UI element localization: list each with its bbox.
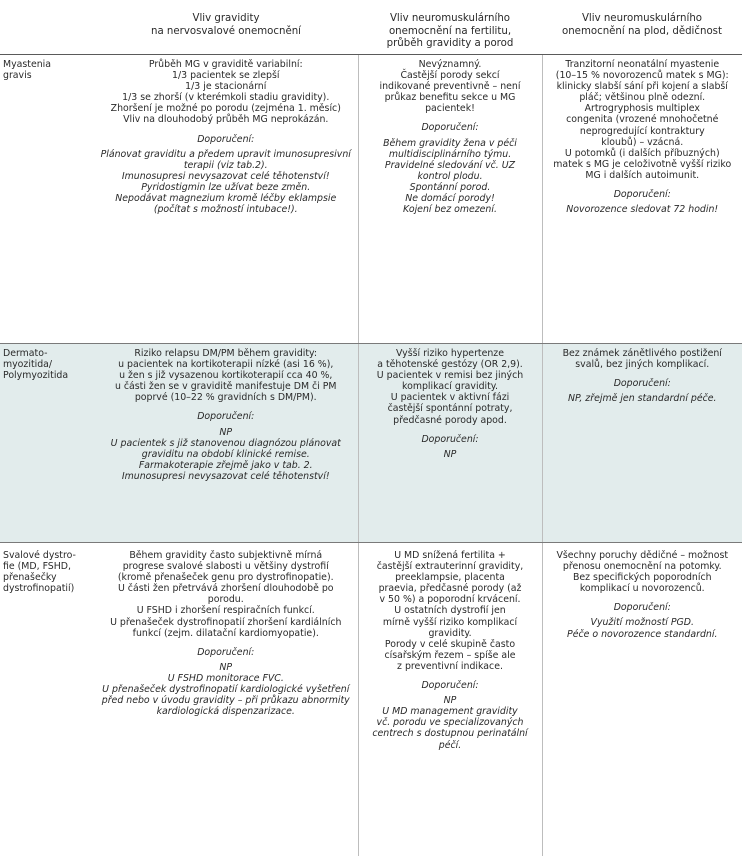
recommendation-line: Ne domácí porody!: [363, 193, 538, 204]
cell-pregnancy-effect: [94, 543, 358, 856]
header-col3-line: Vliv neuromuskulárního: [546, 13, 738, 26]
row-name-line: myozitida/: [3, 359, 90, 370]
table-row: [0, 344, 742, 543]
cell-text-line: Nevýznamný.: [363, 59, 538, 70]
spacer: [98, 403, 354, 411]
header-col2: [358, 0, 542, 55]
cell-text-line: U části žen přetrvává zhoršení dlouhodobě po: [98, 583, 354, 594]
recommendation-label: Doporučení:: [363, 122, 538, 133]
recommendation-line: (počítat s možností intubace!).: [98, 204, 354, 215]
row-name-dermatomyozitida: [0, 344, 94, 543]
recommendation-label: Doporučení:: [547, 189, 739, 200]
spacer: [363, 114, 538, 122]
row-name-myastenia: [0, 55, 94, 344]
cell-text-line: progrese svalové slabosti u většiny dystrofií: [98, 561, 354, 572]
cell-text-line: častější extrauterinní gravidity,: [363, 561, 538, 572]
cell-text-line: 1/3 pacientek se zlepší: [98, 70, 354, 81]
cell-pregnancy-effect: [94, 344, 358, 543]
recommendation-line: před nebo v úvodu gravidity – při průkazu abnormity: [98, 695, 354, 706]
cell-text-line: U ostatních dystrofií jen: [363, 605, 538, 616]
cell-text-line: císařským řezem – spíše ale: [363, 650, 538, 661]
recommendation-line: U FSHD monitorace FVC.: [98, 673, 354, 684]
recommendation-line: NP: [98, 662, 354, 673]
header-col3-line: onemocnění na plod, dědičnost: [546, 26, 738, 39]
cell-text-line: congenita (vrozené mnohočetné: [547, 114, 739, 125]
cell-text-line: komplikací u novorozenců.: [547, 583, 739, 594]
cell-text-line: Všechny poruchy dědičné – možnost: [547, 550, 739, 561]
spacer: [98, 126, 354, 134]
recommendation-line: Spontánní porod.: [363, 182, 538, 193]
recommendation-line: Pyridostigmin lze užívat beze změn.: [98, 182, 354, 193]
cell-text-line: MG i dalších autoimunit.: [547, 170, 739, 181]
cell-text-line: přenosu onemocnění na potomky.: [547, 561, 739, 572]
cell-text-line: 1/3 je stacionární: [98, 81, 354, 92]
cell-text-line: kloubů) – vzácná.: [547, 137, 739, 148]
spacer: [363, 426, 538, 434]
cell-text-line: mírně vyšší riziko komplikací: [363, 617, 538, 628]
recommendation-line: Kojení bez omezení.: [363, 204, 538, 215]
recommendation-label: Doporučení:: [363, 434, 538, 445]
recommendation-line: kontrol plodu.: [363, 171, 538, 182]
row-name-line: Polymyozitida: [3, 370, 90, 381]
recommendation-line: Využití možností PGD.: [547, 617, 739, 628]
header-col1-line: Vliv gravidity: [98, 13, 354, 26]
cell-text-line: u žen s již vysazenou kortikoterapií cca 40 %,: [98, 370, 354, 381]
recommendation-line: U pacientek s již stanovenou diagnózou plánovat: [98, 438, 354, 449]
cell-text-line: preeklampsie, placenta: [363, 572, 538, 583]
cell-text-line: pacientek!: [363, 103, 538, 114]
cell-text-line: v 50 %) a poporodní krvácení.: [363, 594, 538, 605]
recommendation-label: Doporučení:: [547, 378, 739, 389]
spacer: [547, 181, 739, 189]
header-col2-line: Vliv neuromuskulárního: [362, 13, 538, 26]
cell-text-line: Artrogryphosis multiplex: [547, 103, 739, 114]
cell-text-line: svalů, bez jiných komplikací.: [547, 359, 739, 370]
recommendation-label: Doporučení:: [98, 647, 354, 658]
cell-fertility-effect: [358, 55, 542, 344]
cell-text-line: (kromě přenašeček genu pro dystrofinopatie).: [98, 572, 354, 583]
recommendation-label: Doporučení:: [98, 411, 354, 422]
cell-text-line: Průběh MG v graviditě variabilní:: [98, 59, 354, 70]
cell-text-line: Častější porody sekcí: [363, 70, 538, 81]
cell-fetus-effect: [542, 55, 742, 344]
recommendation-line: terapii (viz tab.2).: [98, 160, 354, 171]
recommendation-line: Péče o novorozence standardní.: [547, 629, 739, 640]
recommendation-line: vč. porodu ve specializovaných: [363, 717, 538, 728]
cell-fertility-effect: [358, 543, 542, 856]
row-name-line: gravis: [3, 70, 90, 81]
recommendation-line: U MD management gravidity: [363, 706, 538, 717]
cell-fetus-effect: [542, 543, 742, 856]
cell-text-line: a těhotenské gestózy (OR 2,9).: [363, 359, 538, 370]
cell-text-line: matek s MG je celoživotně vyšší riziko: [547, 159, 739, 170]
cell-fetus-effect: [542, 344, 742, 543]
cell-text-line: komplikací gravidity.: [363, 381, 538, 392]
cell-text-line: praevia, předčasné porody (až: [363, 583, 538, 594]
header-col2-line: průběh gravidity a porod: [362, 38, 538, 51]
cell-text-line: pláč; většinou plně odezní.: [547, 92, 739, 103]
cell-text-line: U pacientek v remisi bez jiných: [363, 370, 538, 381]
recommendation-line: Imunosupresi nevysazovat celé těhotenství!: [98, 171, 354, 182]
row-name-line: fie (MD, FSHD,: [3, 561, 90, 572]
recommendation-line: centrech s dostupnou perinatální: [363, 728, 538, 739]
recommendation-label: Doporučení:: [98, 134, 354, 145]
spacer: [547, 370, 739, 378]
cell-text-line: U přenašeček dystrofinopatií zhoršení kardiálních: [98, 617, 354, 628]
header-blank: [0, 0, 94, 55]
recommendation-line: NP, zřejmě jen standardní péče.: [547, 393, 739, 404]
cell-text-line: Během gravidity často subjektivně mírná: [98, 550, 354, 561]
row-name-line: Myastenia: [3, 59, 90, 70]
cell-pregnancy-effect: [94, 55, 358, 344]
recommendation-line: U přenašeček dystrofinopatií kardiologické vyšetření: [98, 684, 354, 695]
table-row: [0, 55, 742, 344]
table-header-row: [0, 0, 742, 55]
cell-text-line: gravidity.: [363, 628, 538, 639]
recommendation-line: NP: [98, 427, 354, 438]
cell-text-line: poprvé (10–22 % gravidních s DM/PM).: [98, 392, 354, 403]
cell-text-line: předčasné porody apod.: [363, 415, 538, 426]
cell-text-line: U potomků (i dalších příbuzných): [547, 148, 739, 159]
spacer: [98, 639, 354, 647]
cell-text-line: Bez známek zánětlivého postižení: [547, 348, 739, 359]
recommendation-line: NP: [363, 695, 538, 706]
recommendation-line: péčí.: [363, 740, 538, 751]
cell-text-line: (10–15 % novorozenců matek s MG):: [547, 70, 739, 81]
cell-text-line: indikované preventivně – není: [363, 81, 538, 92]
cell-text-line: funkcí (zejm. dilatační kardiomyopatie).: [98, 628, 354, 639]
cell-text-line: klinicky slabší sání při kojení a slabší: [547, 81, 739, 92]
recommendation-label: Doporučení:: [547, 602, 739, 613]
cell-text-line: u pacientek na kortikoterapii nízké (asi 16 %),: [98, 359, 354, 370]
recommendation-line: Během gravidity žena v péči: [363, 138, 538, 149]
row-name-dystrofie: [0, 543, 94, 856]
header-col1: [94, 0, 358, 55]
cell-text-line: neprogredující kontraktury: [547, 126, 739, 137]
recommendation-line: kardiologická dispenzarizace.: [98, 706, 354, 717]
header-col1-line: na nervosvalové onemocnění: [98, 26, 354, 39]
spacer: [363, 672, 538, 680]
cell-text-line: Riziko relapsu DM/PM během gravidity:: [98, 348, 354, 359]
cell-text-line: Vliv na dlouhodobý průběh MG neprokázán.: [98, 114, 354, 125]
cell-text-line: 1/3 se zhorší (v kterémkoli stadiu gravidity).: [98, 92, 354, 103]
spacer: [547, 594, 739, 602]
header-col2-line: onemocnění na fertilitu,: [362, 26, 538, 39]
row-name-line: přenašečky: [3, 572, 90, 583]
cell-text-line: z preventivní indikace.: [363, 661, 538, 672]
cell-text-line: Bez specifických poporodních: [547, 572, 739, 583]
cell-text-line: Zhoršení je možné po porodu (zejména 1. měsíc): [98, 103, 354, 114]
header-col3: [542, 0, 742, 55]
cell-text-line: Porody v celé skupině často: [363, 639, 538, 650]
recommendation-line: Farmakoterapie zřejmě jako v tab. 2.: [98, 460, 354, 471]
recommendation-line: multidisciplinárního týmu.: [363, 149, 538, 160]
recommendation-line: Imunosupresi nevysazovat celé těhotenství!: [98, 471, 354, 482]
cell-text-line: u části žen se v graviditě manifestuje DM či PM: [98, 381, 354, 392]
cell-text-line: porodu.: [98, 594, 354, 605]
recommendation-line: Novorozence sledovat 72 hodin!: [547, 204, 739, 215]
recommendation-line: graviditu na období klinické remise.: [98, 449, 354, 460]
recommendation-line: NP: [363, 449, 538, 460]
cell-text-line: U pacientek v aktivní fázi: [363, 392, 538, 403]
cell-text-line: U MD snížená fertilita +: [363, 550, 538, 561]
cell-text-line: průkaz benefitu sekce u MG: [363, 92, 538, 103]
recommendation-line: Pravidelné sledování vč. UZ: [363, 160, 538, 171]
cell-fertility-effect: [358, 344, 542, 543]
cell-text-line: U FSHD i zhoršení respiračních funkcí.: [98, 605, 354, 616]
recommendation-line: Plánovat graviditu a předem upravit imunosupresivní: [98, 149, 354, 160]
recommendation-label: Doporučení:: [363, 680, 538, 691]
cell-text-line: častější spontánní potraty,: [363, 403, 538, 414]
table-row: [0, 543, 742, 856]
cell-text-line: Tranzitorní neonatální myastenie: [547, 59, 739, 70]
cell-text-line: Vyšší riziko hypertenze: [363, 348, 538, 359]
recommendation-line: Nepodávat magnezium kromě léčby eklampsie: [98, 193, 354, 204]
row-name-line: Dermato-: [3, 348, 90, 359]
row-name-line: Svalové dystro-: [3, 550, 90, 561]
row-name-line: dystrofinopatií): [3, 583, 90, 594]
